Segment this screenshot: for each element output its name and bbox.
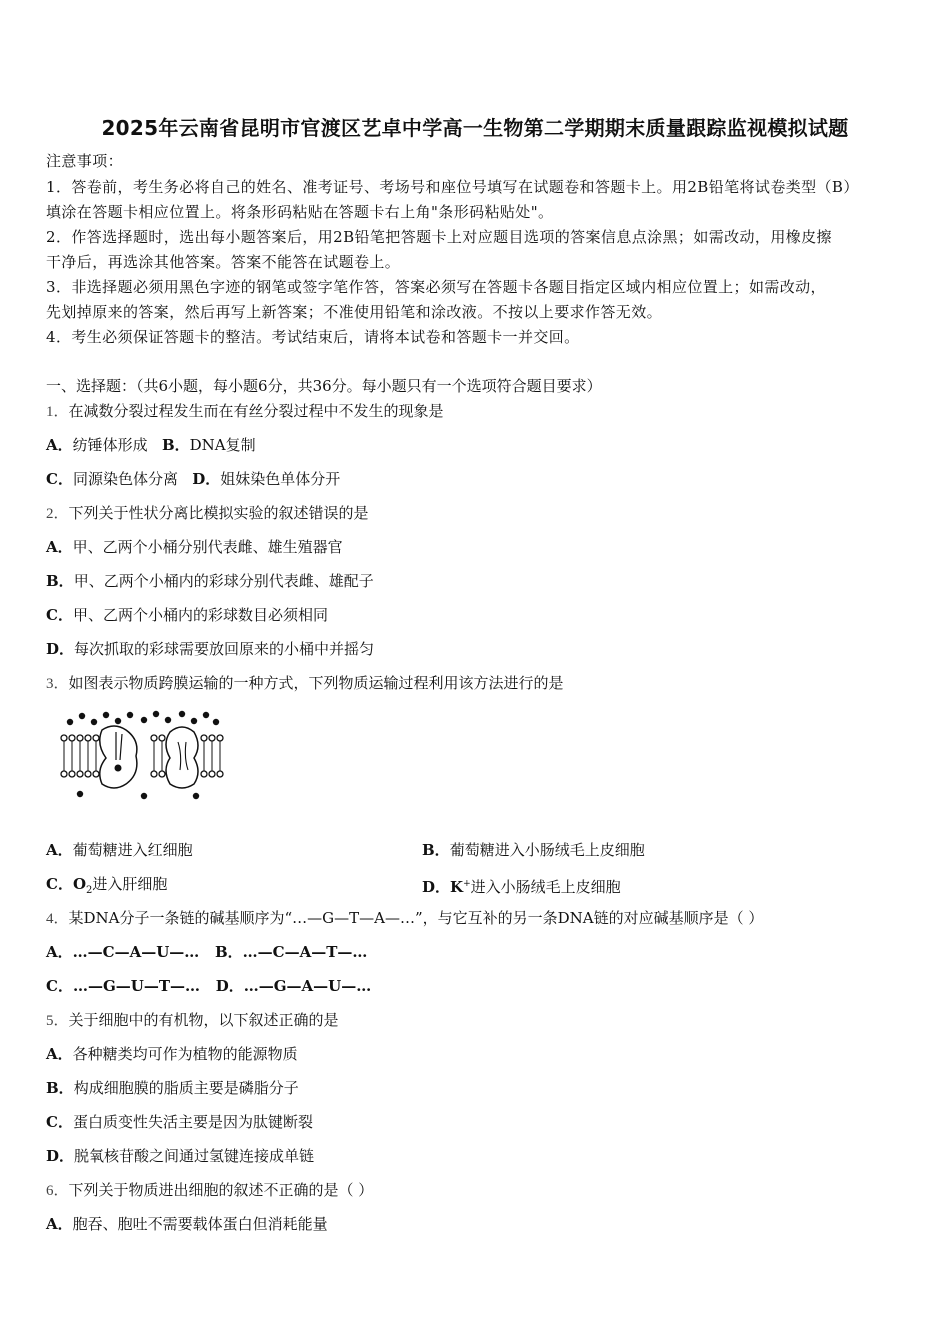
option-a-label: A． [46, 1215, 73, 1233]
option-c-text-rest: 进入肝细胞 [92, 875, 168, 893]
option-c-label: C． [46, 977, 73, 995]
option-b-label: B． [161, 436, 190, 454]
option-c-text: …—G—U—T—… [72, 977, 201, 995]
question-2-option-d [46, 639, 374, 659]
option-c-label: C． [46, 606, 73, 624]
option-d [422, 874, 621, 897]
question-5-stem [46, 1010, 339, 1031]
option-b-text: 构成细胞膜的脂质主要是磷脂分子 [73, 1079, 299, 1097]
option-c-label: C． [46, 1113, 73, 1131]
option-a-text: 纺锤体形成 [72, 436, 148, 454]
question-5-option-d [46, 1146, 314, 1166]
notice-heading: 注意事项： [46, 152, 124, 170]
question-4-stem [46, 908, 763, 929]
option-d-label: D． [215, 977, 244, 995]
question-3-options-cd [46, 874, 621, 901]
option-d-label: D． [192, 470, 221, 488]
question-3-options-ab [46, 840, 645, 860]
option-d-text: 脱氧核苷酸之间通过氢键连接成单链 [74, 1147, 315, 1165]
option-b-label: B． [214, 943, 243, 961]
option-a-label: A． [46, 538, 73, 556]
notice-line: 填涂在答题卡相应位置上。将条形码粘贴在答题卡右上角"条形码粘贴处"。 [46, 203, 554, 221]
option-a-label: A． [46, 436, 73, 454]
option-b-label: B． [46, 1079, 74, 1097]
question-5-option-a [46, 1044, 298, 1064]
carrier-protein-2 [166, 727, 198, 788]
molecules-inside [77, 791, 199, 799]
question-number: 3． [46, 676, 69, 692]
section-heading: 一、选择题：（共6小题，每小题6分，共36分。每小题只有一个选项符合题目要求） [46, 377, 602, 395]
option-a-label: A． [46, 1045, 73, 1063]
notice-line: 干净后，再选涂其他答案。答案不能答在试题卷上。 [46, 253, 401, 271]
option-d-text-rest: 进入小肠绒毛上皮细胞 [470, 878, 621, 896]
question-text: 关于细胞中的有机物，以下叙述正确的是 [68, 1011, 339, 1029]
option-c-label: C． [46, 875, 73, 893]
question-text: 在减数分裂过程发生而在有丝分裂过程中不发生的现象是 [68, 402, 444, 420]
option-c-text: O [72, 875, 87, 893]
option-a-text: 各种糖类均可作为植物的能源物质 [72, 1045, 298, 1063]
question-2-option-b [46, 571, 374, 591]
question-3-stem [46, 673, 564, 694]
question-5-option-c [46, 1112, 313, 1132]
question-number: 2． [46, 506, 69, 522]
option-d-text: …—G—A—U—… [243, 977, 372, 995]
option-c-subscript: 2 [86, 885, 93, 896]
question-1-stem [46, 401, 444, 422]
option-c-text: 蛋白质变性失活主要是因为肽键断裂 [72, 1113, 313, 1131]
option-d-label: D． [46, 1147, 75, 1165]
option-d-text: 姐妹染色单体分开 [220, 470, 341, 488]
notice-line: 4．考生必须保证答题卡的整洁。考试结束后，请将本试卷和答题卡一并交回。 [46, 328, 580, 346]
solute-particle [115, 765, 122, 772]
option-b-label: B． [422, 841, 450, 859]
question-5-option-b [46, 1078, 299, 1098]
question-2-stem [46, 503, 369, 524]
option-c-label: C． [46, 470, 73, 488]
exam-title: 2025年云南省昆明市官渡区艺卓中学高一生物第二学期期末质量跟踪监视模拟试题 [101, 116, 849, 140]
option-b-label: B． [46, 572, 74, 590]
option-b-text: 甲、乙两个小桶内的彩球分别代表雌、雄配子 [73, 572, 374, 590]
option-a-text: 葡萄糖进入红细胞 [72, 841, 193, 859]
option-a-text: …—C—A—U—… [72, 943, 200, 961]
question-1-options-cd [46, 469, 340, 489]
question-4-options-ab [46, 942, 367, 962]
option-a-text: 甲、乙两个小桶分别代表雌、雄生殖器官 [72, 538, 343, 556]
question-4-options-cd [46, 976, 371, 996]
question-2-option-a [46, 537, 343, 557]
question-number: 4． [46, 911, 69, 927]
option-c-text: 甲、乙两个小桶内的彩球数目必须相同 [72, 606, 328, 624]
question-text: 某DNA分子一条链的碱基顺序为“…—G—T—A—…”，与它互补的另一条DNA链的对应碱基顺序是（ ） [68, 909, 764, 927]
option-b [422, 840, 645, 860]
option-a-label: A． [46, 943, 73, 961]
question-1-options-ab [46, 435, 256, 455]
question-text: 下列关于物质进出细胞的叙述不正确的是（ ） [68, 1181, 374, 1199]
question-6-option-a [46, 1214, 328, 1234]
option-c-text: 同源染色体分离 [72, 470, 178, 488]
option-d-superscript: + [463, 879, 471, 889]
question-2-option-c [46, 605, 328, 625]
option-b-text: 葡萄糖进入小肠绒毛上皮细胞 [449, 841, 645, 859]
option-b-text: …—C—A—T—… [242, 943, 368, 961]
carrier-protein-1 [100, 726, 137, 788]
question-text: 下列关于性状分离比模拟实验的叙述错误的是 [68, 504, 369, 522]
question-number: 1． [46, 404, 69, 420]
option-d-text: 每次抓取的彩球需要放回原来的小桶中并摇匀 [74, 640, 375, 658]
molecules-outside [67, 711, 219, 725]
option-d-label: D． [46, 640, 75, 658]
notice-line: 3．非选择题必须用黑色字迹的钢笔或签字笔作答，答案必须写在答题卡各题目指定区域内相应位置上；如需改动， [46, 278, 826, 296]
question-number: 5． [46, 1013, 69, 1029]
option-d-text: K [450, 878, 464, 896]
option-a-text: 胞吞、胞吐不需要载体蛋白但消耗能量 [72, 1215, 328, 1233]
option-d-label: D． [422, 878, 451, 896]
question-text: 如图表示物质跨膜运输的一种方式，下列物质运输过程利用该方法进行的是 [68, 674, 564, 692]
question-number: 6． [46, 1183, 69, 1199]
membrane-transport-diagram [56, 708, 228, 804]
notice-line: 1．答卷前，考生务必将自己的姓名、准考证号、考场号和座位号填写在试题卷和答题卡上。用2B铅笔将试卷类型（B） [46, 178, 859, 196]
option-b-text: DNA复制 [189, 436, 256, 454]
question-6-stem [46, 1180, 373, 1201]
option-a-label: A． [46, 841, 73, 859]
notice-line: 2．作答选择题时，选出每小题答案后，用2B铅笔把答题卡上对应题目选项的答案信息点涂黑；如需改动，用橡皮擦 [46, 228, 832, 246]
notice-line: 先划掉原来的答案，然后再写上新答案；不准使用铅笔和涂改液。不按以上要求作答无效。 [46, 303, 663, 321]
